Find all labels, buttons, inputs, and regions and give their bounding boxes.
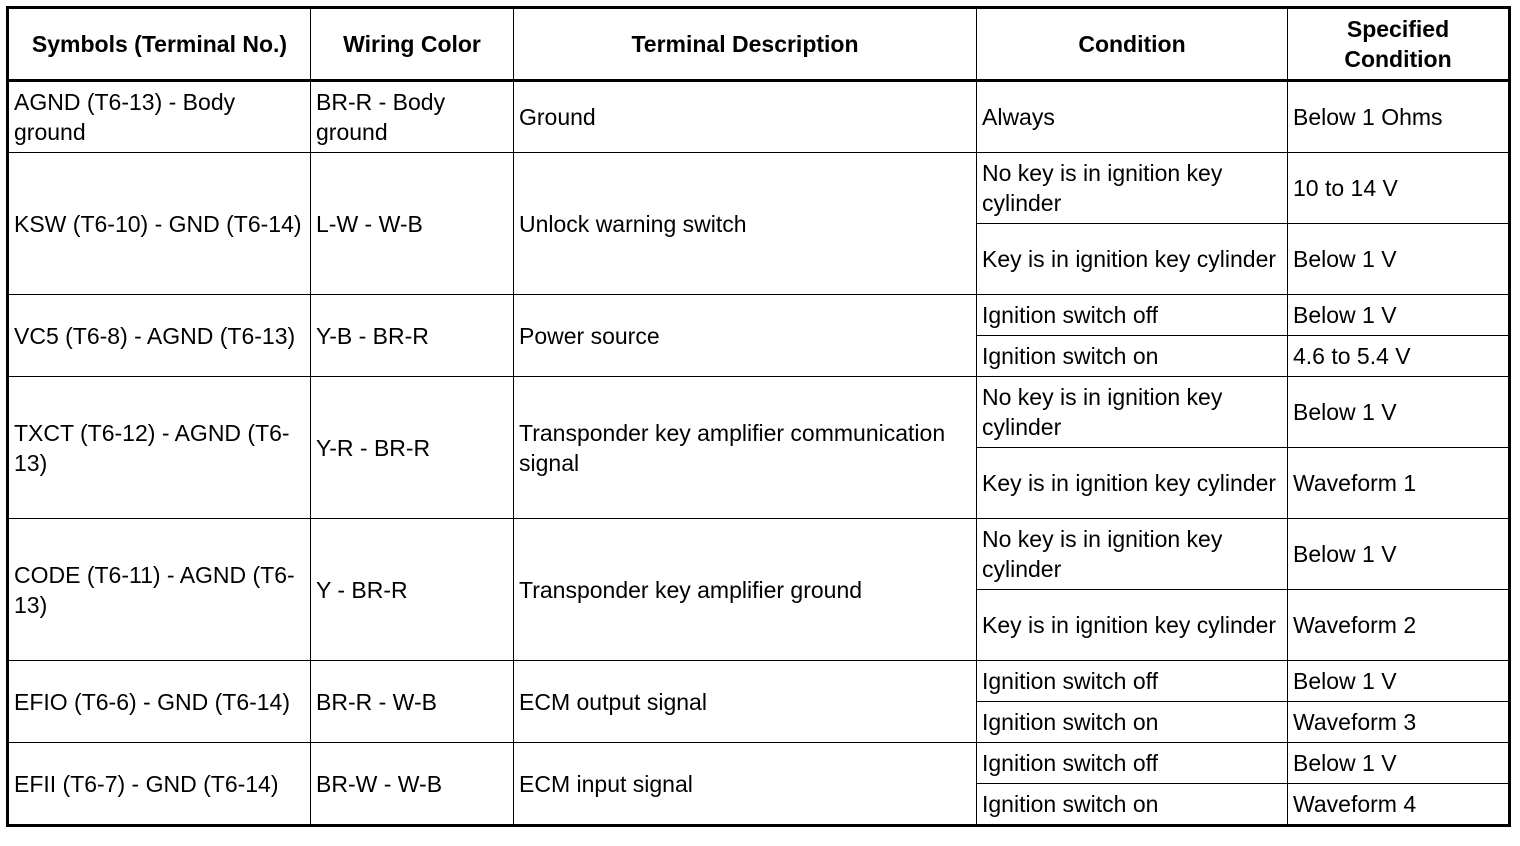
specified-cell: Below 1 V: [1288, 743, 1510, 784]
wiring-cell: L-W - W-B: [311, 153, 514, 295]
specified-cell: Below 1 V: [1288, 295, 1510, 336]
description-cell: Power source: [514, 295, 977, 377]
wiring-cell: Y-R - BR-R: [311, 377, 514, 519]
header-specified-condition: Specified Condition: [1288, 8, 1510, 81]
symbol-cell: TXCT (T6-12) - AGND (T6-13): [8, 377, 311, 519]
specified-cell: Below 1 Ohms: [1288, 81, 1510, 153]
wiring-cell: Y-B - BR-R: [311, 295, 514, 377]
wiring-cell: BR-W - W-B: [311, 743, 514, 826]
condition-cell: No key is in ignition key cylinder: [977, 153, 1288, 224]
symbol-cell: EFIO (T6-6) - GND (T6-14): [8, 661, 311, 743]
header-terminal-description: Terminal Description: [514, 8, 977, 81]
condition-cell: Ignition switch off: [977, 743, 1288, 784]
condition-cell: Key is in ignition key cylinder: [977, 448, 1288, 519]
condition-cell: Ignition switch on: [977, 784, 1288, 826]
header-symbols: Symbols (Terminal No.): [8, 8, 311, 81]
condition-cell: Ignition switch on: [977, 336, 1288, 377]
description-cell: ECM output signal: [514, 661, 977, 743]
header-condition: Condition: [977, 8, 1288, 81]
condition-cell: Ignition switch off: [977, 661, 1288, 702]
header-wiring-color: Wiring Color: [311, 8, 514, 81]
description-cell: ECM input signal: [514, 743, 977, 826]
condition-cell: Key is in ignition key cylinder: [977, 590, 1288, 661]
table-row: [8, 519, 1510, 590]
table-row: [8, 661, 1510, 702]
specified-cell: Waveform 3: [1288, 702, 1510, 743]
condition-cell: Ignition switch off: [977, 295, 1288, 336]
condition-cell: No key is in ignition key cylinder: [977, 377, 1288, 448]
specified-cell: Waveform 1: [1288, 448, 1510, 519]
specified-cell: 4.6 to 5.4 V: [1288, 336, 1510, 377]
symbol-cell: VC5 (T6-8) - AGND (T6-13): [8, 295, 311, 377]
specified-cell: Below 1 V: [1288, 661, 1510, 702]
specified-cell: Waveform 2: [1288, 590, 1510, 661]
header-row: [8, 8, 1510, 81]
table-row: [8, 153, 1510, 224]
table-row: [8, 295, 1510, 336]
table-row: [8, 743, 1510, 784]
description-cell: Ground: [514, 81, 977, 153]
condition-cell: No key is in ignition key cylinder: [977, 519, 1288, 590]
table-row: [8, 81, 1510, 153]
description-cell: Unlock warning switch: [514, 153, 977, 295]
condition-cell: Ignition switch on: [977, 702, 1288, 743]
condition-cell: Key is in ignition key cylinder: [977, 224, 1288, 295]
specified-cell: Below 1 V: [1288, 377, 1510, 448]
wiring-cell: BR-R - Body ground: [311, 81, 514, 153]
specified-cell: Waveform 4: [1288, 784, 1510, 826]
wiring-cell: Y - BR-R: [311, 519, 514, 661]
specified-cell: Below 1 V: [1288, 519, 1510, 590]
symbol-cell: CODE (T6-11) - AGND (T6-13): [8, 519, 311, 661]
description-cell: Transponder key amplifier ground: [514, 519, 977, 661]
specified-cell: 10 to 14 V: [1288, 153, 1510, 224]
symbol-cell: KSW (T6-10) - GND (T6-14): [8, 153, 311, 295]
wiring-cell: BR-R - W-B: [311, 661, 514, 743]
symbol-cell: EFII (T6-7) - GND (T6-14): [8, 743, 311, 826]
specified-cell: Below 1 V: [1288, 224, 1510, 295]
symbol-cell: AGND (T6-13) - Body ground: [8, 81, 311, 153]
condition-cell: Always: [977, 81, 1288, 153]
terminal-spec-table: [6, 6, 1511, 827]
description-cell: Transponder key amplifier communication signal: [514, 377, 977, 519]
table-row: [8, 377, 1510, 448]
